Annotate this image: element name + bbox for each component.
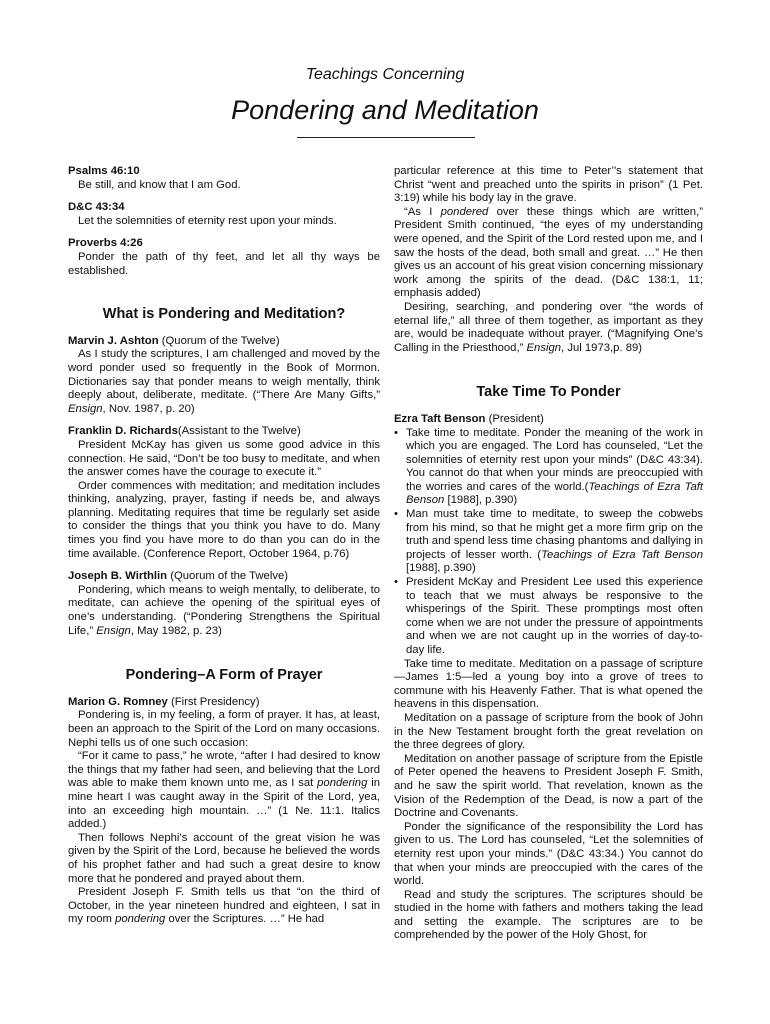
author-name: Ezra Taft Benson [394, 412, 486, 425]
author-name: Joseph B. Wirthlin [68, 570, 168, 583]
bullet-list [394, 427, 703, 658]
emphasis: pondering [115, 913, 166, 926]
quote-text: over the Scriptures. …” He had [165, 913, 325, 926]
quote-text: As I study the scriptures, I am challenged and moved by the word ponder used so frequently in the Book of Mormon. Dictionaries say that ponder means to weigh mentally, think deeply about, deliberate, meditate. (“There Are Many Gifts,” [68, 348, 380, 402]
source-title: Ensign [68, 402, 103, 415]
emphasis: pondering [317, 777, 368, 790]
author-role: (Quorum of the Twelve) [167, 570, 289, 583]
right-column [394, 165, 703, 952]
quote-text: “For it came to pass,” he wrote, “after I had desired to know the things that my father had seen, and believing that the Lord was able to make them known unto me, as I sat [68, 750, 380, 790]
author-role: (Assistant to the Twelve) [177, 425, 301, 438]
quote-paragraph: Order commences with meditation; and meditation includes thinking, analyzing, prayer, fasting if needs be, and always planning. Meditating requires that time be regularly set aside to consider the things that you think you have to do. Many times you find you have more to do than you can do in the time available. (Conference Report, October 1964, p.76) [68, 479, 380, 560]
author-role: (President) [485, 412, 544, 425]
author-name: Marvin J. Ashton [68, 334, 159, 347]
quote-text: over these things which are written,” President Smith continued, “the eyes of my understanding were opened, and the Spirit of the Lord rested upon me, and I saw the hosts of the dead, both small and great. …” He then gives us an account of his great vision concerning missionary work among the spirits of the dead. (D&C 138:1, 11; emphasis added) [394, 205, 703, 300]
scripture-text: Be still, and know that I am God. [78, 178, 241, 191]
author-line [68, 425, 380, 439]
author-name: Marion G. Romney [68, 695, 168, 708]
quote-paragraph: Then follows Nephi’s account of the great vision he was given by the Spirit of the Lord, because he believed the words of his prophet father and had such a great desire to know more that he pondered and prayed about them. [68, 831, 380, 885]
quote-paragraph [68, 348, 380, 416]
scripture-reference: Psalms 46:10 [68, 165, 140, 177]
source-citation: , May 1982, p. 23) [130, 624, 222, 637]
emphasis: pondered [440, 205, 489, 218]
source-title: Teachings of Ezra Taft Benson [541, 548, 703, 561]
author-line [394, 413, 703, 427]
author-name: Franklin D. Richards [68, 425, 178, 438]
quote-text: “As I [404, 205, 441, 218]
quote-paragraph: President McKay has given us some good advice in this connection. He said, “Don’t be too busy to meditate, and when the answer comes have the courage to execute it.” [68, 438, 380, 479]
author-line [68, 335, 380, 349]
quote-benson [394, 413, 703, 943]
section-heading: What is Pondering and Meditation? [102, 306, 346, 323]
source-title: Ensign [96, 624, 131, 637]
quote-paragraph: Pondering is, in my feeling, a form of prayer. It has, at least, been an approach to the Spirit of the Lord on many occasions. Nephi tells us of one such occasion: [68, 709, 380, 749]
quote-paragraph [394, 301, 703, 355]
source-title: Ensign [526, 341, 562, 354]
page-subtitle: Teachings Concerning [305, 66, 465, 83]
quote-paragraph: Ponder the significance of the responsibility the Lord has given to us. The Lord has counseled, “Let the solemnities of eternity rest upon your minds.” (D&C 43:34.) You cannot do that when your minds are preoccupied with the cares of the world. [394, 820, 703, 888]
list-item [394, 508, 703, 576]
quote-text: Desiring, searching, and pondering over “the words of eternal life,” all three of them together, as important as they are, would be inadequate without prayer. (“Magnifying One’s Calling in the Priesthood,” [394, 300, 703, 354]
quote-paragraph: Meditation on another passage of scripture from the Epistle of Peter opened the heavens to President Joseph F. Smith, and he saw the spirit world. That revelation, known as the Vision of the Redemption of the Dead, is now a part of the Doctrine and Covenants. [394, 752, 703, 820]
source-citation: [1988], p.390) [406, 562, 476, 575]
quote-paragraph: particular reference at this time to Peter’’s statement that Christ “went and preached unto the spirits in prison” (1 Pet. 3:19) while his body lay in the grave. [394, 165, 703, 205]
title-underline [297, 137, 475, 138]
quote-text: President Joseph F. Smith tells us that “on the third of October, in the year nineteen hundred and eighteen, I sat in my room [68, 886, 380, 926]
list-item [394, 427, 703, 509]
quote-richards [68, 425, 380, 561]
quote-wirthlin [68, 570, 380, 638]
quote-paragraph [68, 886, 380, 927]
quote-paragraph: Read and study the scriptures. The scriptures should be studied in the home with fathers and mothers taking the lead and setting the example. The scriptures are to be comprehended by the power of the Holy Ghost, for [394, 888, 703, 942]
quote-text: in mine heart I was caught away in the Spirit of the Lord, yea, into an exceeding high mountain. …” (1 Ne. 11:1. Italics added.) [68, 777, 380, 831]
author-line [68, 570, 380, 584]
quote-romney [68, 696, 380, 927]
quote-paragraph [68, 750, 380, 832]
source-citation: , Nov. 1987, p. 20) [102, 402, 195, 415]
page-title: Pondering and Meditation [231, 95, 539, 125]
source-citation: , Jul 1973,p. 89) [561, 341, 643, 354]
quote-paragraph: Meditation on a passage of scripture from the book of John in the New Testament brought forth the great revelation on the three degrees of glory. [394, 711, 703, 752]
quote-paragraph: Take time to meditate. Meditation on a passage of scripture—James 1:5—led a young boy into a grove of trees to commune with his Heavenly Father. That is what opened the heavens in this dispensation. [394, 657, 703, 711]
list-item [394, 576, 703, 658]
source-citation: [1988], p.390) [444, 494, 518, 507]
quote-paragraph [394, 206, 703, 301]
quote-text: Man must take time to meditate, to sweep the cobwebs from his mind, so that he might get a more firm grip on the truth and spend less time chasing phantoms and dallying in projects of lesser worth. ( [406, 508, 703, 561]
scripture-text: Ponder the path of thy feet, and let all thy ways be established. [68, 250, 380, 277]
author-role: (First Presidency) [167, 695, 260, 708]
quote-text: Pondering, which means to weigh mentally, to deliberate, to meditate, can achieve the opening of the spiritual eyes of one’s understanding. (“Pondering Strengthens the Spiritual Life,” [68, 583, 380, 637]
quote-paragraph [68, 584, 380, 638]
quote-text: President McKay and President Lee used this experience to teach that we must always be responsive to the whisperings of the Spirit. These promptings most often come when we are not under the pressure of appointments and when we are not caught up in the worries of day-to-day life. [406, 576, 703, 656]
quote-ashton [68, 335, 380, 417]
left-column [68, 165, 380, 936]
scripture-reference: D&C 43:34 [68, 201, 125, 214]
scripture-text: Let the solemnities of eternity rest upon your minds. [78, 214, 337, 227]
scripture-reference: Proverbs 4:26 [68, 237, 143, 250]
source-title: Teachings of Ezra Taft Benson [406, 480, 704, 507]
scripture-dc [68, 201, 380, 228]
section-heading: Pondering–A Form of Prayer [125, 667, 323, 684]
author-line [68, 696, 380, 710]
scripture-proverbs [68, 237, 380, 278]
quote-romney-continued [394, 165, 703, 355]
section-heading: Take Time To Ponder [476, 384, 621, 401]
scripture-psalms [68, 165, 380, 192]
author-role: (Quorum of the Twelve) [158, 334, 280, 347]
quote-text: Take time to meditate. Ponder the meaning of the work in which you are engaged. The Lord has counseled, “Let the solemnities of eternity rest upon your minds” (D&C 43:34). You cannot do that when your minds are preoccupied with the worries and cares of the world.( [406, 426, 703, 493]
